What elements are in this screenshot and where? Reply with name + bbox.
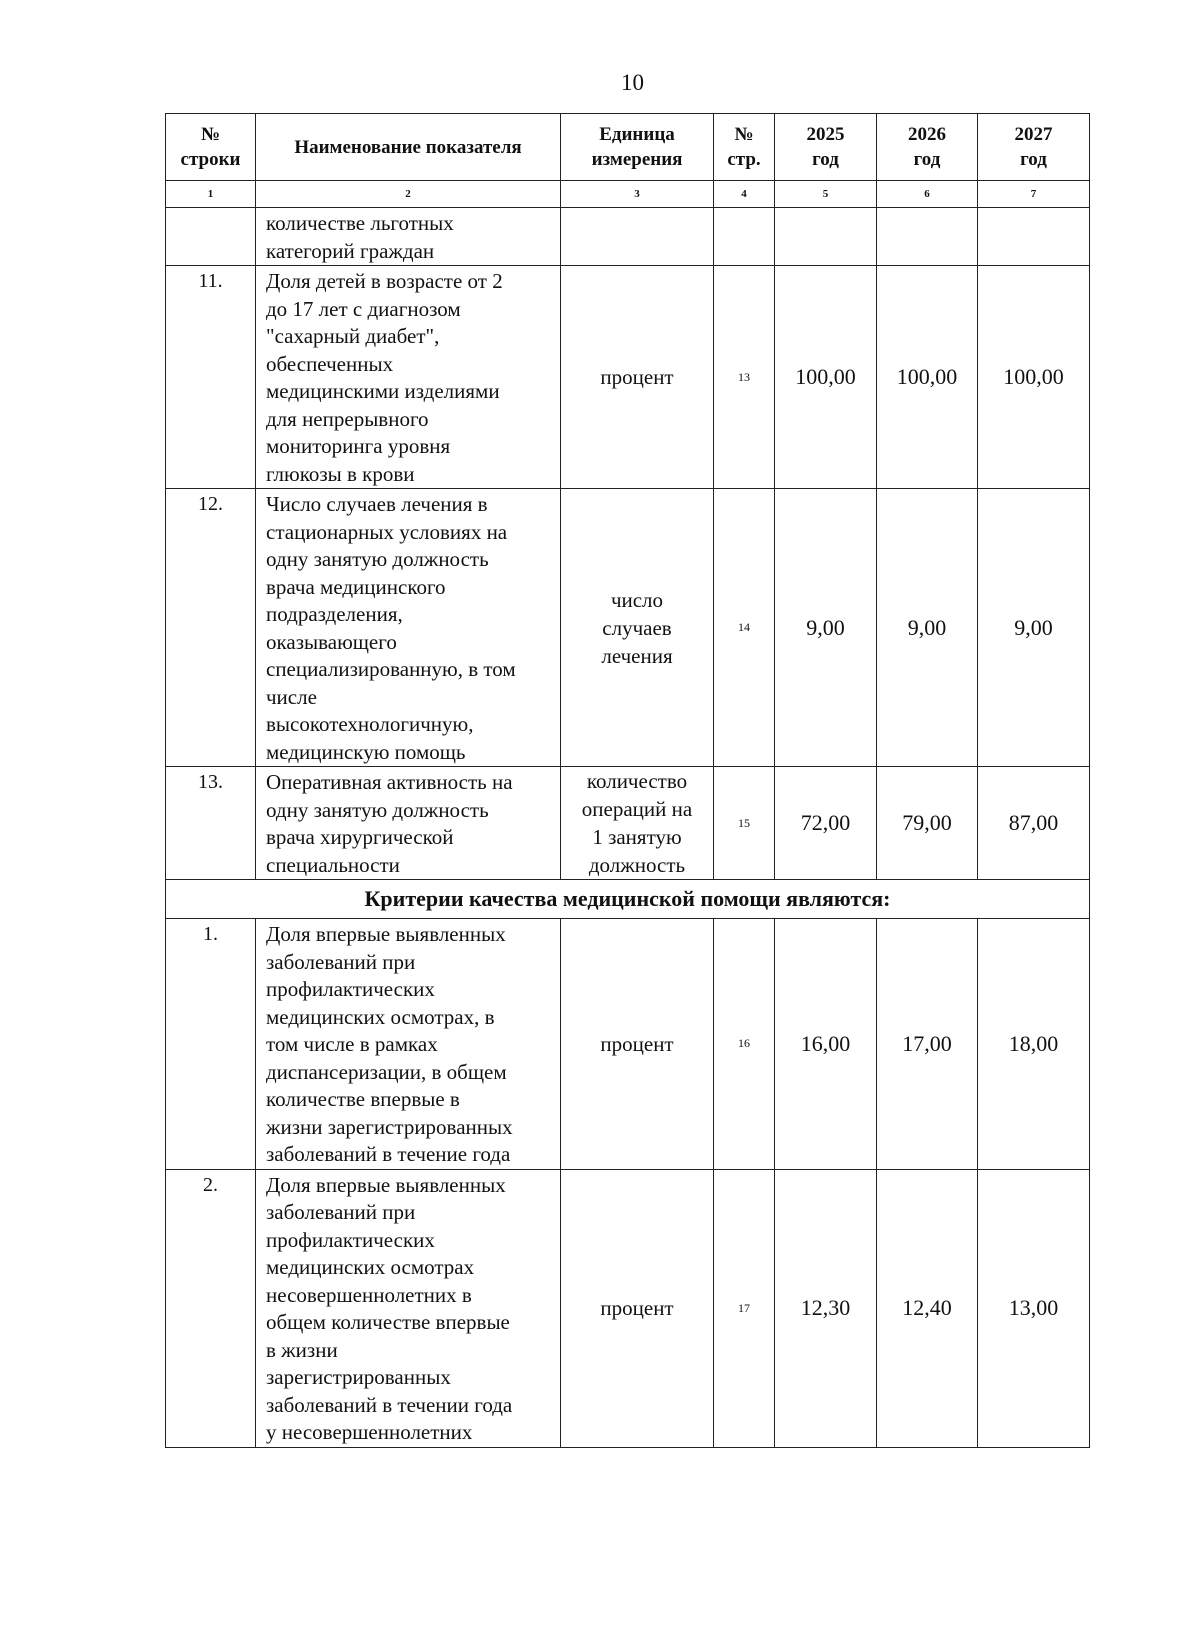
indicator-name-line: жизни зарегистрированных: [266, 1114, 513, 1139]
value-2027: 18,00: [978, 919, 1090, 1170]
value-2026: 9,00: [877, 489, 978, 767]
indicator-name-line: заболеваний в течение года: [266, 1142, 511, 1166]
indicator-name-line: зарегистрированных: [266, 1365, 451, 1389]
unit: [561, 266, 714, 489]
indicator-name-line: медицинских осмотрах, в: [266, 1004, 495, 1029]
indicator-name-line: медицинскую помощь: [266, 739, 466, 764]
table-row: [166, 208, 1090, 266]
unit-line: операций на: [581, 797, 693, 821]
row-number: 11.: [166, 266, 256, 489]
indicator-name-line: у несовершеннолетних: [266, 1420, 473, 1444]
indicator-name: [256, 767, 561, 880]
indicator-name: [256, 266, 561, 489]
indicator-name-line: заболеваний при: [266, 1200, 416, 1224]
header-num: № строки: [166, 114, 256, 181]
indicator-name-line: в жизни: [266, 1337, 338, 1362]
header-row-no: № стр.: [714, 114, 775, 181]
indicator-name-line: категорий граждан: [266, 238, 435, 263]
indicator-name-line: том числе в рамках: [266, 1032, 438, 1056]
indicator-name-line: для непрерывного: [266, 406, 429, 431]
indicators-table: [165, 113, 1090, 1448]
value-2025: 72,00: [775, 767, 877, 880]
value-2025: 100,00: [775, 266, 877, 489]
unit: [561, 489, 714, 767]
header-2025: 2025 год: [775, 114, 877, 181]
page-number: 10: [621, 70, 644, 95]
value-2027: 87,00: [978, 767, 1090, 880]
indicator-name-line: Доля впервые выявленных: [266, 1172, 506, 1197]
header-2026: 2026 год: [877, 114, 978, 181]
indicator-name-line: одну занятую должность: [266, 547, 489, 571]
indicator-name-line: подразделения,: [266, 602, 403, 626]
table-row: [166, 767, 1090, 880]
table-row: [166, 1169, 1090, 1447]
unit-line: должность: [588, 853, 686, 877]
indicator-name-line: Оперативная активность на: [266, 770, 513, 794]
line-number: [714, 208, 775, 266]
indicator-name: [256, 1169, 561, 1447]
indicator-name-line: числе: [266, 684, 317, 709]
value-2026: 12,40: [877, 1169, 978, 1447]
section-title: Критерии качества медицинской помощи являются:: [166, 880, 1090, 919]
indicator-name-line: медицинских осмотрах: [266, 1255, 475, 1279]
value-2027: 100,00: [978, 266, 1090, 489]
value-2025: 16,00: [775, 919, 877, 1170]
indicator-name-line: Доля впервые выявленных: [266, 922, 506, 946]
value-2026: 79,00: [877, 767, 978, 880]
column-number: 1: [166, 181, 256, 208]
value-2025: 9,00: [775, 489, 877, 767]
value-2026: 100,00: [877, 266, 978, 489]
header-name: Наименование показателя: [256, 114, 561, 181]
column-numbers-row: [166, 181, 1090, 208]
value-2025: 12,30: [775, 1169, 877, 1447]
line-number: 16: [714, 919, 775, 1170]
indicator-name-line: медицинскими изделиями: [266, 379, 500, 403]
value-2025: [775, 208, 877, 266]
indicator-name-line: до 17 лет с диагнозом: [266, 296, 461, 321]
column-number: 3: [561, 181, 714, 208]
unit-line: 1 занятую: [592, 825, 682, 849]
indicator-name-line: заболеваний в течении года: [266, 1392, 513, 1417]
indicator-name: [256, 208, 561, 266]
indicator-name-line: профилактических: [266, 977, 435, 1001]
table-row: [166, 489, 1090, 767]
line-number: 13: [714, 266, 775, 489]
column-number: 6: [877, 181, 978, 208]
indicator-name-line: оказывающего: [266, 629, 397, 654]
table-row: [166, 266, 1090, 489]
unit: [561, 208, 714, 266]
table-row: [166, 919, 1090, 1170]
indicator-name-line: диспансеризации, в общем: [266, 1059, 507, 1084]
indicator-name-line: количестве впервые в: [266, 1087, 460, 1111]
indicator-name-line: одну занятую должность: [266, 797, 489, 822]
header-unit: Единица измерения: [561, 114, 714, 181]
row-number: 12.: [166, 489, 256, 767]
row-number: [166, 208, 256, 266]
indicator-name-line: специализированную, в том: [266, 657, 516, 681]
indicator-name-line: количестве льготных: [266, 211, 454, 235]
column-number: 7: [978, 181, 1090, 208]
value-2027: [978, 208, 1090, 266]
line-number: 14: [714, 489, 775, 767]
header-row: [166, 114, 1090, 181]
unit-line: процент: [600, 1296, 674, 1320]
unit-line: случаев: [602, 615, 672, 640]
column-number: 2: [256, 181, 561, 208]
indicator-name-line: врача хирургической: [266, 825, 454, 849]
value-2027: 9,00: [978, 489, 1090, 767]
section-row: [166, 880, 1090, 919]
indicator-name-line: общем количестве впервые: [266, 1310, 510, 1334]
column-number: 4: [714, 181, 775, 208]
indicator-name-line: глюкозы в крови: [266, 461, 415, 486]
unit-line: число: [610, 587, 664, 612]
indicator-name-line: врача медицинского: [266, 574, 446, 599]
row-number: 13.: [166, 767, 256, 880]
indicator-name-line: Число случаев лечения в: [266, 492, 488, 516]
unit-line: процент: [600, 1031, 674, 1056]
unit-line: лечения: [601, 643, 673, 668]
indicator-name-line: несовершеннолетних в: [266, 1282, 472, 1307]
unit-line: процент: [600, 365, 674, 389]
unit-line: количество: [586, 769, 688, 793]
line-number: 17: [714, 1169, 775, 1447]
row-number: 1.: [166, 919, 256, 1170]
unit: [561, 1169, 714, 1447]
indicator-name: [256, 919, 561, 1170]
indicator-name-line: специальности: [266, 852, 400, 877]
value-2027: 13,00: [978, 1169, 1090, 1447]
value-2026: 17,00: [877, 919, 978, 1170]
column-number: 5: [775, 181, 877, 208]
indicator-name-line: обеспеченных: [266, 351, 394, 376]
indicator-name-line: профилактических: [266, 1227, 435, 1252]
header-2027: 2027 год: [978, 114, 1090, 181]
value-2026: [877, 208, 978, 266]
indicator-name-line: мониторинга уровня: [266, 434, 451, 458]
indicator-name-line: высокотехнологичную,: [266, 712, 474, 736]
indicator-name: [256, 489, 561, 767]
unit: [561, 919, 714, 1170]
indicator-name-line: "сахарный диабет",: [266, 324, 440, 348]
indicator-name-line: стационарных условиях на: [266, 519, 508, 544]
row-number: 2.: [166, 1169, 256, 1447]
unit: [561, 767, 714, 880]
table-body: [166, 208, 1090, 1448]
indicator-name-line: заболеваний при: [266, 949, 416, 974]
indicator-name-line: Доля детей в возрасте от 2: [266, 269, 503, 293]
line-number: 15: [714, 767, 775, 880]
